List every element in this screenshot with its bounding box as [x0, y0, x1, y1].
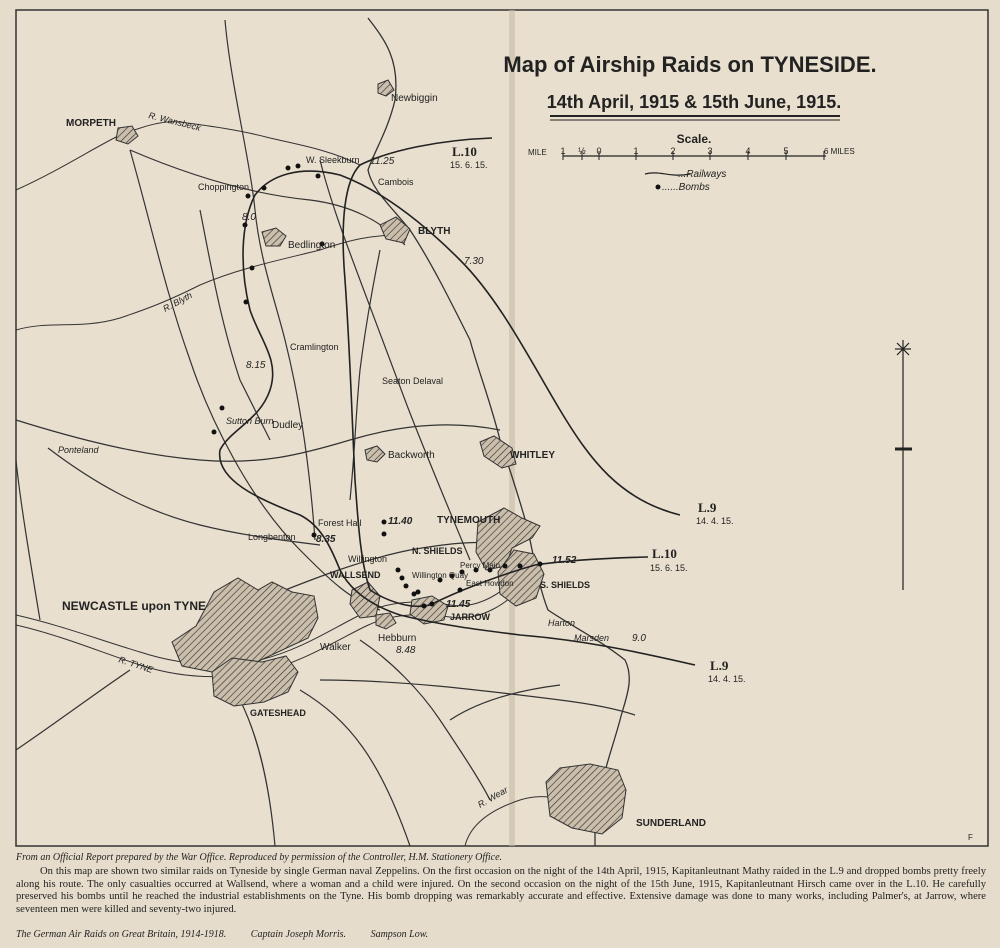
- label-sunderland: SUNDERLAND: [636, 818, 706, 829]
- scale-left-label: MILE: [528, 148, 547, 157]
- map-title: Map of Airship Raids on TYNESIDE.: [503, 52, 877, 77]
- time-label: 9.0: [632, 633, 646, 644]
- credit-line: [16, 929, 986, 940]
- label-morpeth: MORPETH: [66, 118, 116, 129]
- credit-publisher: Sampson Low.: [370, 929, 429, 940]
- credit-book: The German Air Raids on Great Britain, 1914-1918.: [16, 929, 227, 940]
- airship-date: 15. 6. 15.: [650, 563, 688, 573]
- label-newbiggin: Newbiggin: [391, 93, 438, 104]
- label-whitley: WHITLEY: [510, 450, 555, 461]
- scale-tick: 1: [633, 146, 639, 156]
- airship-label: L.10: [452, 144, 477, 159]
- airship-date: 14. 4. 15.: [696, 516, 734, 526]
- airship-label: L.10: [652, 546, 677, 561]
- label-tynemouth: TYNEMOUTH: [437, 515, 501, 526]
- map-border: [16, 10, 988, 846]
- scale-tick: 1: [560, 146, 566, 156]
- legend-railways: ...Railways: [678, 169, 727, 180]
- airship-label: L.9: [698, 500, 717, 515]
- description-text: On this map are shown two similar raids on Tyneside by single German naval Zeppelins. On the first occasion on the night of the 14th April, 1915, Kapitanleutnant Mathy raided in the L.9 and dropped bombs pretty freely along his route. The only casualties occurred at Wallsend, where a woman and a child were injured. On the second occasion on the night of the 15th June, 1915, Kapitanleutnant Hirsch came over in the L.10. He carefully preserved his bombs until he reached the industrial establishments on the Tyne. His bomb dropping was remarkably accurate and effective. Extensive damage was done to many works, including Palmer's, at Jarrow, where seventeen men were killed and seventy-two injured.: [16, 866, 986, 915]
- label-wallsend: WALLSEND: [330, 570, 381, 580]
- time-label: 8.15: [246, 360, 266, 371]
- scale-tick: 6 MILES: [824, 147, 855, 156]
- credit-author: Captain Joseph Morris.: [250, 929, 347, 940]
- label-cramlington: Cramlington: [290, 342, 339, 352]
- label-willington: Willington: [348, 554, 388, 564]
- time-label: 8.35: [316, 534, 336, 545]
- label-willington-quay: Willington Quay: [412, 571, 469, 580]
- scale-tick: 0: [596, 146, 602, 156]
- label-cambois: Cambois: [378, 177, 414, 187]
- label-jarrow: JARROW: [450, 612, 490, 622]
- label-backworth: Backworth: [388, 450, 435, 461]
- scale-tick: ½: [578, 146, 586, 156]
- label-blyth: BLYTH: [418, 226, 451, 237]
- label-marsden: Marsden: [574, 633, 610, 643]
- scale-heading: Scale.: [676, 132, 712, 146]
- label-hebburn: Hebburn: [378, 633, 417, 644]
- airship-date: 15. 6. 15.: [450, 160, 488, 170]
- label-river-blyth: R. Blyth: [161, 290, 194, 314]
- time-label: 11.52: [552, 555, 577, 566]
- legend-bomb-symbol: [656, 185, 661, 190]
- label-ponteland: Ponteland: [58, 445, 99, 455]
- label-sutton-burn: Sutton Burn: [226, 416, 274, 426]
- label-seaton-delaval: Seaton Delaval: [382, 376, 444, 386]
- label-walker: Walker: [320, 642, 351, 653]
- scale-tick: 4: [745, 146, 751, 156]
- scale-tick: 2: [670, 146, 676, 156]
- label-west-sleekburn: W. Sleekburn: [306, 155, 360, 165]
- scale-tick: 5: [783, 146, 789, 156]
- label-east-howdon: East Howdon: [466, 579, 514, 588]
- label-north-shields: N. SHIELDS: [412, 546, 463, 556]
- time-label: 11.40: [388, 516, 413, 527]
- label-bedlington: Bedlington: [288, 240, 336, 251]
- airship-date: 14. 4. 15.: [708, 674, 746, 684]
- label-dudley: Dudley: [272, 420, 304, 431]
- source-caption: From an Official Report prepared by the War Office. Reproduced by permission of the Controller, H.M. Stationery Office.: [16, 852, 503, 863]
- label-percy-main: Percy Main: [460, 561, 501, 570]
- label-forest-hall: Forest Hall: [318, 518, 362, 528]
- label-newcastle: NEWCASTLE upon TYNE: [62, 599, 206, 613]
- label-river-wansbeck: R. Wansbeck: [147, 110, 202, 133]
- label-river-wear: R. Wear: [476, 784, 510, 810]
- label-gateshead: GATESHEAD: [250, 708, 306, 718]
- time-label: 11.45: [446, 599, 471, 610]
- label-harton: Harton: [548, 618, 576, 628]
- time-label: 8.0: [242, 212, 256, 223]
- scale-tick: 3: [707, 146, 713, 156]
- map-subtitle: 14th April, 1915 & 15th June, 1915.: [546, 92, 842, 112]
- label-longbenton: Longbenton: [248, 532, 296, 542]
- label-choppington: Choppington: [198, 182, 250, 192]
- legend-bombs: ......Bombs: [662, 182, 710, 193]
- time-label: 11.25: [370, 156, 395, 167]
- label-south-shields: S. SHIELDS: [540, 580, 591, 590]
- time-label: 7.30: [464, 256, 484, 267]
- label-river-tyne: R. TYNE: [117, 654, 155, 675]
- time-label: 8.48: [396, 645, 416, 656]
- corner-mark: F: [968, 833, 973, 842]
- airship-label: L.9: [710, 658, 729, 673]
